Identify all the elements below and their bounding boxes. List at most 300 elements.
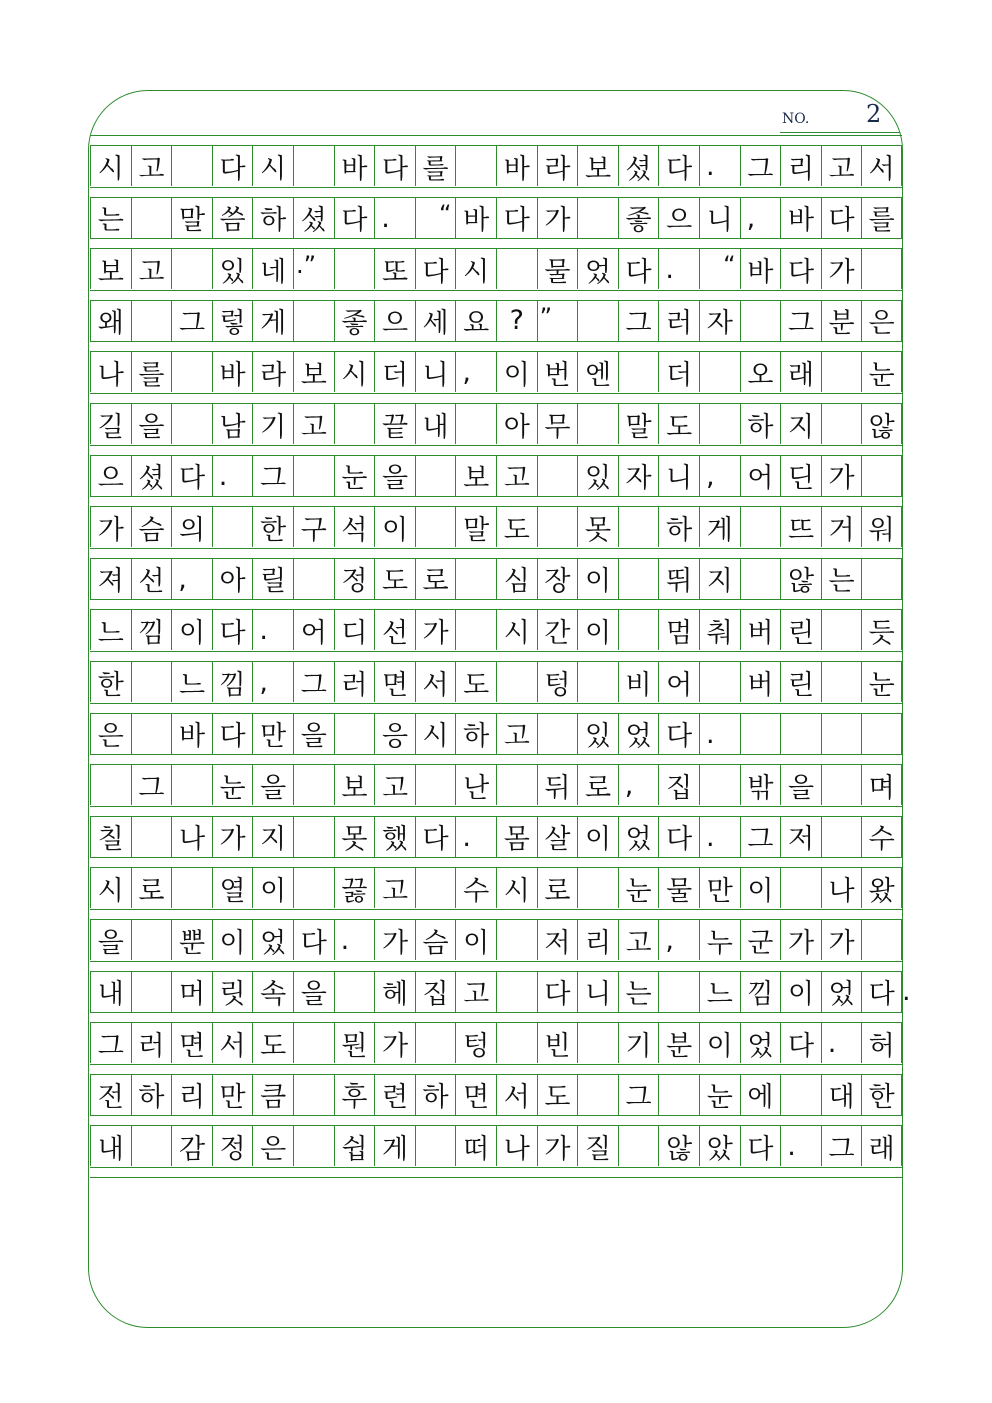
grid-cell: 는 — [618, 972, 659, 1012]
grid-cell: , — [618, 765, 659, 805]
grid-cell: 낌 — [131, 610, 172, 650]
grid-cell: 의 — [171, 507, 212, 547]
grid-cell: 바 — [171, 714, 212, 754]
row-divider — [90, 961, 902, 972]
grid-cell: 뒤 — [537, 765, 578, 805]
grid-cell: 후 — [334, 1075, 375, 1115]
grid-cell: 다 — [415, 817, 456, 857]
grid-cell: 그 — [131, 765, 172, 805]
grid-cell — [293, 1075, 334, 1115]
grid-cell — [577, 198, 618, 238]
grid-cell — [415, 868, 456, 908]
grid-cell: 하 — [131, 1075, 172, 1115]
grid-cell: , — [252, 662, 293, 702]
grid-cell: 세 — [415, 301, 456, 341]
grid-cell: 하 — [252, 198, 293, 238]
grid-cell: 응 — [374, 714, 415, 754]
row-divider — [90, 1115, 902, 1126]
grid-cell: 다 — [780, 249, 821, 289]
grid-cell — [131, 301, 172, 341]
grid-cell — [618, 352, 659, 392]
grid-cell: 자 — [699, 301, 740, 341]
grid-cell: 를 — [415, 146, 456, 186]
grid-cell: 보 — [90, 249, 131, 289]
grid-cell: 분 — [821, 301, 862, 341]
grid-cell: 다 — [212, 146, 253, 186]
grid-cell: 니 — [658, 456, 699, 496]
grid-cell: 바 — [780, 198, 821, 238]
grid-cell: 가 — [537, 198, 578, 238]
grid-cell: . — [252, 610, 293, 650]
grid-cell: 엔 — [577, 352, 618, 392]
manuscript-row — [90, 456, 902, 496]
manuscript-row — [90, 714, 902, 754]
grid-cell: 말 — [171, 198, 212, 238]
grid-cell: . — [780, 1126, 821, 1166]
grid-cell: 를 — [861, 198, 902, 238]
grid-cell: 한 — [861, 1075, 902, 1115]
grid-cell: 느 — [171, 662, 212, 702]
grid-cell — [455, 559, 496, 599]
grid-cell — [334, 404, 375, 444]
grid-cell: 있 — [577, 456, 618, 496]
grid-cell: 하 — [740, 404, 781, 444]
grid-cell: 하 — [658, 507, 699, 547]
grid-cell: 이 — [780, 972, 821, 1012]
grid-cell: 눈 — [699, 1075, 740, 1115]
manuscript-row — [90, 301, 902, 341]
grid-cell — [496, 920, 537, 960]
grid-cell: 다 — [658, 714, 699, 754]
grid-cell — [496, 662, 537, 702]
grid-cell: 가 — [780, 920, 821, 960]
grid-cell: 물 — [537, 249, 578, 289]
grid-cell: . — [699, 146, 740, 186]
grid-cell: 가 — [374, 1023, 415, 1063]
grid-cell — [577, 404, 618, 444]
grid-cell: 전 — [90, 1075, 131, 1115]
grid-cell: 나 — [821, 868, 862, 908]
grid-cell: 말 — [455, 507, 496, 547]
grid-cell: 떠 — [455, 1126, 496, 1166]
grid-cell: 래 — [780, 352, 821, 392]
grid-cell: 이 — [374, 507, 415, 547]
row-divider — [90, 651, 902, 662]
grid-cell: 어 — [658, 662, 699, 702]
grid-cell — [455, 146, 496, 186]
grid-cell: 수 — [455, 868, 496, 908]
grid-cell: 리 — [171, 1075, 212, 1115]
grid-cell — [780, 868, 821, 908]
grid-cell: 셨 — [131, 456, 172, 496]
row-divider — [90, 599, 902, 610]
grid-cell: 선 — [131, 559, 172, 599]
grid-cell: 군 — [740, 920, 781, 960]
grid-cell: 바 — [212, 352, 253, 392]
grid-cell — [131, 662, 172, 702]
grid-cell: 남 — [212, 404, 253, 444]
grid-cell: 딘 — [780, 456, 821, 496]
row-divider — [90, 703, 902, 714]
grid-cell: 게 — [374, 1126, 415, 1166]
grid-cell: 버 — [740, 610, 781, 650]
grid-cell — [740, 301, 781, 341]
grid-cell: 고 — [293, 404, 334, 444]
grid-cell: 이 — [455, 920, 496, 960]
grid-cell: 뛰 — [658, 559, 699, 599]
grid-cell: 다 — [821, 198, 862, 238]
manuscript-row — [90, 920, 902, 960]
grid-cell: 고 — [131, 146, 172, 186]
grid-cell: 리 — [780, 146, 821, 186]
grid-cell: 고 — [131, 249, 172, 289]
grid-cell: 워 — [861, 507, 902, 547]
grid-cell: 바 — [740, 249, 781, 289]
grid-cell: 질 — [577, 1126, 618, 1166]
grid-cell: 을 — [374, 456, 415, 496]
grid-cell — [577, 1023, 618, 1063]
grid-cell: 다 — [212, 610, 253, 650]
grid-cell: 석 — [334, 507, 375, 547]
grid-cell: 시 — [496, 610, 537, 650]
grid-cell: 분 — [658, 1023, 699, 1063]
grid-cell — [455, 404, 496, 444]
grid-cell: 또 — [374, 249, 415, 289]
grid-cell: 고 — [496, 456, 537, 496]
grid-cell: 밖 — [740, 765, 781, 805]
grid-cell: 빈 — [537, 1023, 578, 1063]
grid-cell: 느 — [699, 972, 740, 1012]
grid-cell — [293, 765, 334, 805]
grid-cell — [658, 1075, 699, 1115]
grid-cell: 네 — [252, 249, 293, 289]
grid-cell: 가 — [821, 920, 862, 960]
grid-cell — [821, 817, 862, 857]
grid-cell: 러 — [334, 662, 375, 702]
grid-cell: 헤 — [374, 972, 415, 1012]
grid-cell: 내 — [90, 972, 131, 1012]
row-divider — [90, 135, 902, 146]
manuscript-row — [90, 972, 902, 1012]
grid-cell — [131, 1126, 172, 1166]
grid-cell: 그 — [293, 662, 334, 702]
manuscript-row — [90, 1126, 902, 1166]
grid-cell: 이 — [212, 920, 253, 960]
grid-cell — [577, 301, 618, 341]
grid-cell: 아 — [496, 404, 537, 444]
grid-cell: . — [374, 198, 415, 238]
grid-cell: 니 — [415, 352, 456, 392]
grid-cell: 서 — [496, 1075, 537, 1115]
grid-cell: 시 — [496, 868, 537, 908]
grid-cell — [577, 868, 618, 908]
grid-cell — [861, 920, 902, 960]
grid-cell: 도 — [658, 404, 699, 444]
grid-cell: 고 — [455, 972, 496, 1012]
grid-cell: ” — [537, 301, 578, 341]
grid-cell: 그 — [90, 1023, 131, 1063]
grid-cell: 그 — [618, 1075, 659, 1115]
grid-cell — [821, 352, 862, 392]
grid-cell: 정 — [334, 559, 375, 599]
grid-cell: 을 — [131, 404, 172, 444]
manuscript-row — [90, 1075, 902, 1115]
grid-cell: 래 — [861, 1126, 902, 1166]
grid-cell: 을 — [293, 714, 334, 754]
grid-cell: 시 — [334, 352, 375, 392]
grid-cell: 어 — [293, 610, 334, 650]
grid-cell: 으 — [374, 301, 415, 341]
grid-cell: 더 — [374, 352, 415, 392]
grid-cell: 이 — [699, 1023, 740, 1063]
grid-cell: 고 — [821, 146, 862, 186]
grid-cell: 간 — [537, 610, 578, 650]
grid-cell — [740, 507, 781, 547]
row-divider — [90, 857, 902, 868]
grid-cell — [861, 456, 902, 496]
grid-cell: 에 — [740, 1075, 781, 1115]
grid-cell: 라 — [252, 352, 293, 392]
grid-cell: 그 — [821, 1126, 862, 1166]
grid-cell — [334, 714, 375, 754]
grid-cell: 집 — [658, 765, 699, 805]
grid-cell: 이 — [252, 868, 293, 908]
grid-cell — [618, 1126, 659, 1166]
grid-cell: 내 — [415, 404, 456, 444]
grid-cell — [537, 507, 578, 547]
row-divider — [90, 1167, 902, 1178]
page-number: 2 — [866, 100, 882, 128]
grid-cell: 니 — [699, 198, 740, 238]
grid-cell: 누 — [699, 920, 740, 960]
grid-cell: 기 — [252, 404, 293, 444]
grid-cell: 텅 — [455, 1023, 496, 1063]
grid-cell — [740, 714, 781, 754]
grid-cell: 었 — [618, 817, 659, 857]
row-divider — [90, 341, 902, 352]
grid-cell: 은 — [861, 301, 902, 341]
manuscript-row — [90, 198, 902, 238]
grid-cell: 도 — [374, 559, 415, 599]
grid-cell — [293, 1126, 334, 1166]
grid-cell: 칠 — [90, 817, 131, 857]
manuscript-row — [90, 817, 902, 857]
grid-cell: 한 — [252, 507, 293, 547]
grid-cell: 눈 — [212, 765, 253, 805]
grid-cell — [293, 456, 334, 496]
grid-cell — [699, 662, 740, 702]
grid-cell: 나 — [171, 817, 212, 857]
grid-cell: 바 — [334, 146, 375, 186]
grid-cell: 멈 — [658, 610, 699, 650]
grid-cell: 했 — [374, 817, 415, 857]
row-divider — [90, 393, 902, 404]
grid-cell: 그 — [618, 301, 659, 341]
grid-cell: 이 — [577, 559, 618, 599]
grid-cell: 도 — [252, 1023, 293, 1063]
grid-cell: 도 — [455, 662, 496, 702]
grid-cell: 련 — [374, 1075, 415, 1115]
grid-cell: 바 — [455, 198, 496, 238]
grid-cell: 저 — [537, 920, 578, 960]
manuscript-row — [90, 146, 902, 186]
grid-cell: 집 — [415, 972, 456, 1012]
grid-cell: 을 — [90, 920, 131, 960]
grid-cell: 길 — [90, 404, 131, 444]
grid-cell — [415, 765, 456, 805]
grid-cell — [131, 972, 172, 1012]
grid-cell: 로 — [577, 765, 618, 805]
grid-cell: 그 — [252, 456, 293, 496]
grid-cell — [780, 714, 821, 754]
grid-cell: 무 — [537, 404, 578, 444]
grid-cell: 릴 — [252, 559, 293, 599]
grid-cell: 보 — [577, 146, 618, 186]
grid-cell: 서 — [415, 662, 456, 702]
grid-cell: 가 — [821, 249, 862, 289]
grid-cell — [618, 610, 659, 650]
grid-cell: 라 — [537, 146, 578, 186]
manuscript-row — [90, 610, 902, 650]
row-divider — [90, 187, 902, 198]
grid-cell: 오 — [740, 352, 781, 392]
grid-cell — [780, 1075, 821, 1115]
grid-cell: 물 — [658, 868, 699, 908]
overflow-mark: . — [902, 976, 911, 1008]
grid-cell: 가 — [212, 817, 253, 857]
row-divider — [90, 496, 902, 507]
grid-cell: 가 — [415, 610, 456, 650]
grid-cell: 비 — [618, 662, 659, 702]
grid-cell: 린 — [780, 662, 821, 702]
manuscript-grid — [90, 140, 911, 1170]
grid-cell: 었 — [618, 714, 659, 754]
grid-cell: 쉽 — [334, 1126, 375, 1166]
grid-cell: , — [658, 920, 699, 960]
row-divider — [90, 806, 902, 817]
grid-cell: 을 — [780, 765, 821, 805]
grid-cell: 다 — [293, 920, 334, 960]
grid-cell: 슴 — [131, 507, 172, 547]
grid-cell — [861, 559, 902, 599]
grid-cell: 었 — [252, 920, 293, 960]
grid-cell: 로 — [537, 868, 578, 908]
manuscript-row — [90, 404, 902, 444]
grid-cell: 서 — [212, 1023, 253, 1063]
grid-cell: 난 — [455, 765, 496, 805]
grid-cell: 다 — [171, 456, 212, 496]
grid-cell: 고 — [374, 765, 415, 805]
grid-cell — [171, 765, 212, 805]
grid-cell: 만 — [699, 868, 740, 908]
grid-cell: 가 — [90, 507, 131, 547]
grid-cell: 다 — [861, 972, 902, 1012]
grid-cell — [699, 352, 740, 392]
grid-cell: 지 — [699, 559, 740, 599]
manuscript-row — [90, 662, 902, 702]
grid-cell: “ — [699, 249, 740, 289]
grid-cell: 뭔 — [334, 1023, 375, 1063]
grid-cell: 기 — [618, 1023, 659, 1063]
grid-cell — [496, 249, 537, 289]
grid-cell: 시 — [252, 146, 293, 186]
grid-cell — [293, 868, 334, 908]
grid-cell: 그 — [740, 146, 781, 186]
grid-cell — [293, 301, 334, 341]
grid-cell: 그 — [171, 301, 212, 341]
grid-cell: 뜨 — [780, 507, 821, 547]
grid-cell — [131, 817, 172, 857]
grid-cell — [496, 972, 537, 1012]
grid-cell: 가 — [537, 1126, 578, 1166]
grid-cell: 다 — [780, 1023, 821, 1063]
grid-cell: 로 — [415, 559, 456, 599]
grid-cell: 이 — [496, 352, 537, 392]
grid-cell — [415, 507, 456, 547]
grid-cell: 큼 — [252, 1075, 293, 1115]
grid-cell — [699, 765, 740, 805]
grid-cell: 살 — [537, 817, 578, 857]
grid-cell — [821, 610, 862, 650]
manuscript-row — [90, 765, 902, 805]
grid-cell: 않 — [861, 404, 902, 444]
grid-cell: 니 — [577, 972, 618, 1012]
grid-cell: 었 — [740, 1023, 781, 1063]
grid-cell: . — [334, 920, 375, 960]
grid-cell: 디 — [334, 610, 375, 650]
grid-cell: “ — [415, 198, 456, 238]
grid-cell: 서 — [861, 146, 902, 186]
grid-cell: .” — [293, 249, 334, 289]
grid-cell: 내 — [90, 1126, 131, 1166]
grid-cell: , — [171, 559, 212, 599]
grid-cell: 면 — [455, 1075, 496, 1115]
grid-cell — [293, 146, 334, 186]
grid-cell — [171, 146, 212, 186]
grid-cell: 도 — [496, 507, 537, 547]
grid-cell: 다 — [618, 249, 659, 289]
grid-cell: 선 — [374, 610, 415, 650]
grid-cell: 한 — [90, 662, 131, 702]
grid-cell — [496, 765, 537, 805]
grid-cell: 시 — [455, 249, 496, 289]
grid-cell — [455, 610, 496, 650]
grid-cell: 지 — [780, 404, 821, 444]
grid-cell: 심 — [496, 559, 537, 599]
grid-cell — [821, 404, 862, 444]
grid-cell: 눈 — [861, 662, 902, 702]
manuscript-row — [90, 249, 902, 289]
grid-cell: 게 — [252, 301, 293, 341]
grid-cell: 감 — [171, 1126, 212, 1166]
grid-cell: 슴 — [415, 920, 456, 960]
grid-cell: 눈 — [618, 868, 659, 908]
grid-cell: 릿 — [212, 972, 253, 1012]
grid-cell: 춰 — [699, 610, 740, 650]
grid-cell: , — [740, 198, 781, 238]
grid-cell — [821, 662, 862, 702]
grid-cell: . — [699, 817, 740, 857]
grid-cell: 않 — [658, 1126, 699, 1166]
grid-cell: 다 — [740, 1126, 781, 1166]
grid-cell: 가 — [821, 456, 862, 496]
grid-cell: 은 — [90, 714, 131, 754]
grid-cell: 이 — [740, 868, 781, 908]
grid-cell: 허 — [861, 1023, 902, 1063]
grid-cell: . — [455, 817, 496, 857]
grid-cell: 고 — [618, 920, 659, 960]
grid-cell: 셨 — [618, 146, 659, 186]
